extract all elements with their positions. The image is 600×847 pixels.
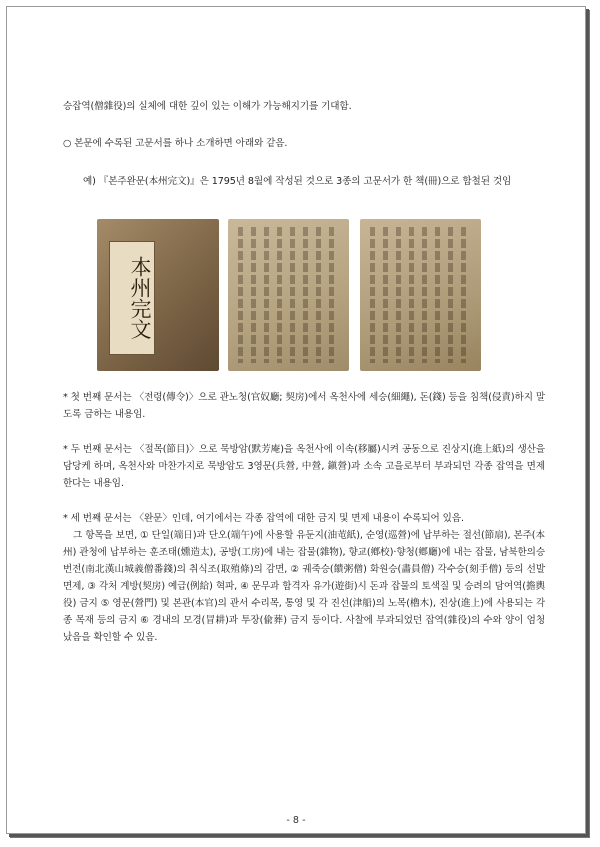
photo-page-2 <box>360 219 481 371</box>
intro-sentence: 승잡역(僧雜役)의 실체에 대한 깊이 있는 이해가 가능해지기를 기대함. <box>63 101 352 112</box>
photo-cover <box>97 219 219 371</box>
document-photos <box>97 219 537 371</box>
document-page <box>6 6 586 834</box>
cover-title-label: 本州完文 <box>109 241 155 355</box>
bullet-second-document: * 두 번째 문서는 〈절목(節目)〉으로 묵방암(默芳庵)을 옥천사에 이속(移屬)시켜 공동으로 진상지(進上紙)의 생산을 담당케 하며, 옥천사와 마찬가지로 묵방암도 3영문(兵營, 中營, 鎭營)과 소속 고을로부터 부과되던 각종 잡역을 면제한다는 내용임. <box>63 444 545 489</box>
manuscript-text-image <box>238 227 341 363</box>
photo-page-1 <box>228 219 349 371</box>
bullet-first-document: * 첫 번째 문서는 〈전령(傳令)〉으로 관노청(官奴廳; 契房)에서 옥천사에 세승(細繩), 돈(錢) 등을 침책(侵責)하지 말도록 금하는 내용임. <box>63 392 545 420</box>
manuscript-text-image <box>370 227 473 363</box>
bullet-third-head: * 세 번째 문서는 〈완문〉인데, 여기에서는 각종 잡역에 대한 금지 및 면제 내용이 수록되어 있음. <box>63 513 464 524</box>
page-number: - 8 - <box>286 815 306 826</box>
circle-bullet-paragraph: ○ 본문에 수록된 고문서를 하나 소개하면 아래와 같음. <box>63 138 288 149</box>
bullet-third-document <box>63 510 545 646</box>
example-paragraph: 예) 『본주완문(本州完文)』은 1795년 8월에 작성된 것으로 3종의 고문서가 한 책(冊)으로 합철된 것임 <box>83 176 512 187</box>
bullet-third-body: 그 항목을 보면, ① 단일(端日)과 단오(端午)에 사용할 유둔지(油芚紙), 순영(巡營)에 납부하는 절선(節扇), 본주(本州) 관청에 납부하는 훈조태(燻造太), 공방(工房)에 내는 잡물(雜物), 향교(鄕校)·향청(鄕廳)에 내는 잡물, 남북한의승번전(南北漢山城義僧番錢)의 취식조(取殖條)의 감면, ② 궤죽승(饋粥僧) 화원승(畵員僧) 각수승(刻手僧) 등의 선발 면제, ③ 각처 계방(契房) 예급(例給) 혁파, ④ 문무과 합격자 유가(遊街)시 돈과 잡물의 토색질 및 승려의 담여역(擔輿役) 금지 ⑤ 영문(營門) 및 본관(本官)의 관서 수리목, 통영 및 각 진선(津船)의 노목(櫓木), 진상(進上)에 사용되는 각종 목재 등의 금지 ⑥ 경내의 모경(冒耕)과 투장(偸葬) 금지 등이다. 사찰에 부과되었던 잡역(雜役)의 수와 양이 엄청났음을 확인할 수 있음. <box>63 530 545 643</box>
